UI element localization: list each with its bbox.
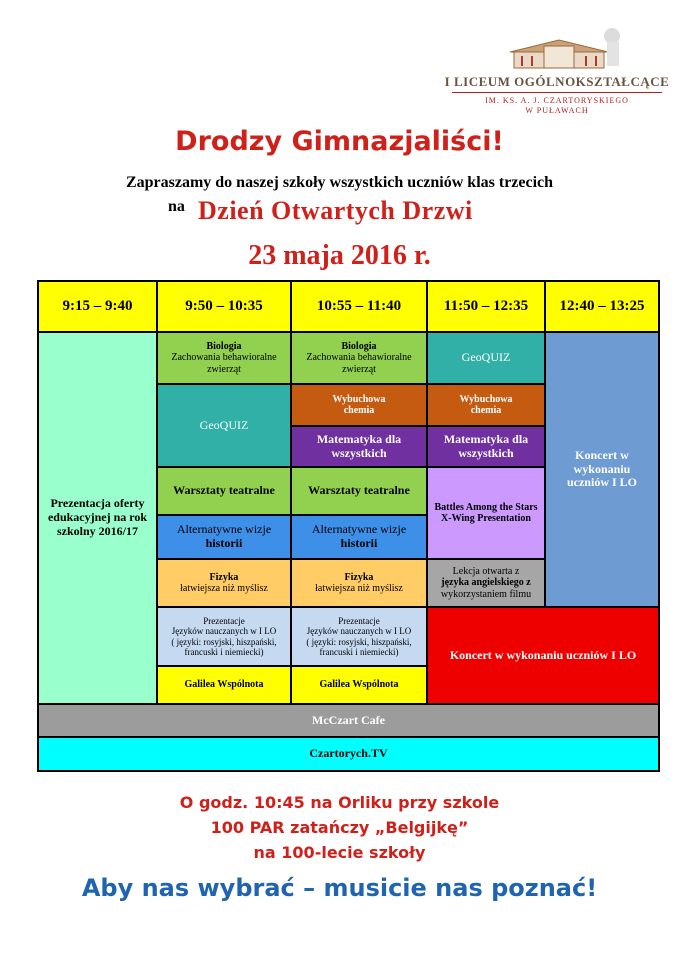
- logo-patron-line: IM. KS. A. J. CZARTORYSKIEGO: [485, 96, 629, 105]
- logo-divider: [452, 92, 662, 93]
- lekcja-line1: Lekcja otwarta z: [452, 565, 520, 577]
- czartorych-tv-row: Czartorych.TV: [39, 738, 658, 770]
- school-building-icon: [444, 26, 670, 74]
- prezentacje-line2: Języków nauczanych w I LO: [306, 626, 412, 637]
- na-text: na: [168, 198, 185, 215]
- orlik-line1: O godz. 10:45 na Orliku przy szkole: [179, 793, 500, 812]
- school-logo: [444, 26, 670, 126]
- prezentacje-cell-2: [292, 608, 426, 665]
- geoquiz-cell-1: GeoQUIZ: [158, 385, 290, 466]
- fizyka-subtitle: łatwiejsza niż myślisz: [315, 583, 403, 594]
- prezentacje-cell-1: [158, 608, 290, 665]
- slogan: Aby nas wybrać – musicie nas poznać!: [81, 874, 598, 902]
- presentation-cell: Prezentacja oferty edukacyjnej na rok szkolny 2016/17: [39, 333, 156, 703]
- time-header-3: 10:55 – 11:40: [292, 282, 426, 331]
- greeting-title: Drodzy Gimnazjaliści!: [175, 126, 504, 157]
- mccart-cafe-row: McCzart Cafe: [39, 705, 658, 736]
- alt-wizje-line1: Alternatywne wizje: [176, 522, 272, 537]
- prezentacje-line1: Prezentacje: [338, 615, 380, 626]
- koncert-cell-2: Koncert w wykonaniu uczniów I LO: [428, 608, 658, 703]
- biologia-title: Biologia: [206, 340, 242, 352]
- prezentacje-line3: ( języki: rosyjski, hiszpański, francuski i niemiecki): [306, 636, 412, 657]
- fizyka-cell-1: [158, 560, 290, 606]
- time-header-1: 9:15 – 9:40: [39, 282, 156, 331]
- chemia-cell-1: Wybuchowa chemia: [292, 385, 426, 425]
- biologia-cell-1: [158, 333, 290, 383]
- prezentacje-line2: Języków nauczanych w I LO: [171, 626, 277, 637]
- matematyka-cell-2: Matematyka dla wszystkich: [428, 427, 544, 466]
- fizyka-title: Fizyka: [344, 571, 374, 583]
- orlik-announcement: [0, 790, 679, 865]
- warsztaty-cell-1: Warsztaty teatralne: [158, 468, 290, 514]
- chemia-cell-2: Wybuchowa chemia: [428, 385, 544, 425]
- alt-wizje-line2: historii: [340, 536, 378, 550]
- galilea-cell-1: Galilea Wspólnota: [158, 667, 290, 703]
- prezentacje-line1: Prezentacje: [203, 615, 245, 626]
- matematyka-cell-1: Matematyka dla wszystkich: [292, 427, 426, 466]
- time-header-4: 11:50 – 12:35: [428, 282, 544, 331]
- fizyka-subtitle: łatwiejsza niż myślisz: [180, 583, 268, 594]
- time-header-5: 12:40 – 13:25: [546, 282, 658, 331]
- koncert-cell-1: Koncert w wykonaniu uczniów I LO: [546, 333, 658, 606]
- event-date: 23 maja 2016 r.: [248, 240, 431, 271]
- biologia-subtitle: Zachowania behawioralne zwierząt: [171, 352, 277, 375]
- alt-wizje-line2: historii: [205, 536, 243, 550]
- fizyka-cell-2: [292, 560, 426, 606]
- biologia-subtitle: Zachowania behawioralne zwierząt: [306, 352, 412, 375]
- schedule-table: [37, 280, 660, 772]
- orlik-line3: na 100-lecie szkoły: [253, 843, 426, 862]
- fizyka-title: Fizyka: [209, 571, 239, 583]
- biologia-title: Biologia: [341, 340, 377, 352]
- lekcja-cell: [428, 560, 544, 606]
- lekcja-line2: języka angielskiego z: [441, 577, 531, 589]
- logo-patron: [444, 96, 670, 116]
- event-title: Dzień Otwartych Drzwi: [198, 196, 473, 225]
- time-header-2: 9:50 – 10:35: [158, 282, 290, 331]
- invitation-text: Zapraszamy do naszej szkoły wszystkich uczniów klas trzecich: [125, 174, 554, 191]
- alt-wizje-cell-2: [292, 516, 426, 558]
- prezentacje-line3: ( języki: rosyjski, hiszpański, francuski i niemiecki): [171, 636, 277, 657]
- lekcja-line3: wykorzystaniem filmu: [440, 588, 532, 600]
- logo-city-line: W PUŁAWACH: [525, 106, 589, 115]
- galilea-cell-2: Galilea Wspólnota: [292, 667, 426, 703]
- orlik-line2: 100 PAR zatańczy „Belgijkę”: [210, 818, 469, 837]
- battles-cell: Battles Among the Stars X-Wing Presentation: [428, 468, 544, 558]
- alt-wizje-line1: Alternatywne wizje: [311, 522, 407, 537]
- geoquiz-cell-2: GeoQUIZ: [428, 333, 544, 383]
- biologia-cell-2: [292, 333, 426, 383]
- warsztaty-cell-2: Warsztaty teatralne: [292, 468, 426, 514]
- alt-wizje-cell-1: [158, 516, 290, 558]
- logo-school-name: I LICEUM OGÓLNOKSZTAŁCĄCE: [444, 74, 670, 89]
